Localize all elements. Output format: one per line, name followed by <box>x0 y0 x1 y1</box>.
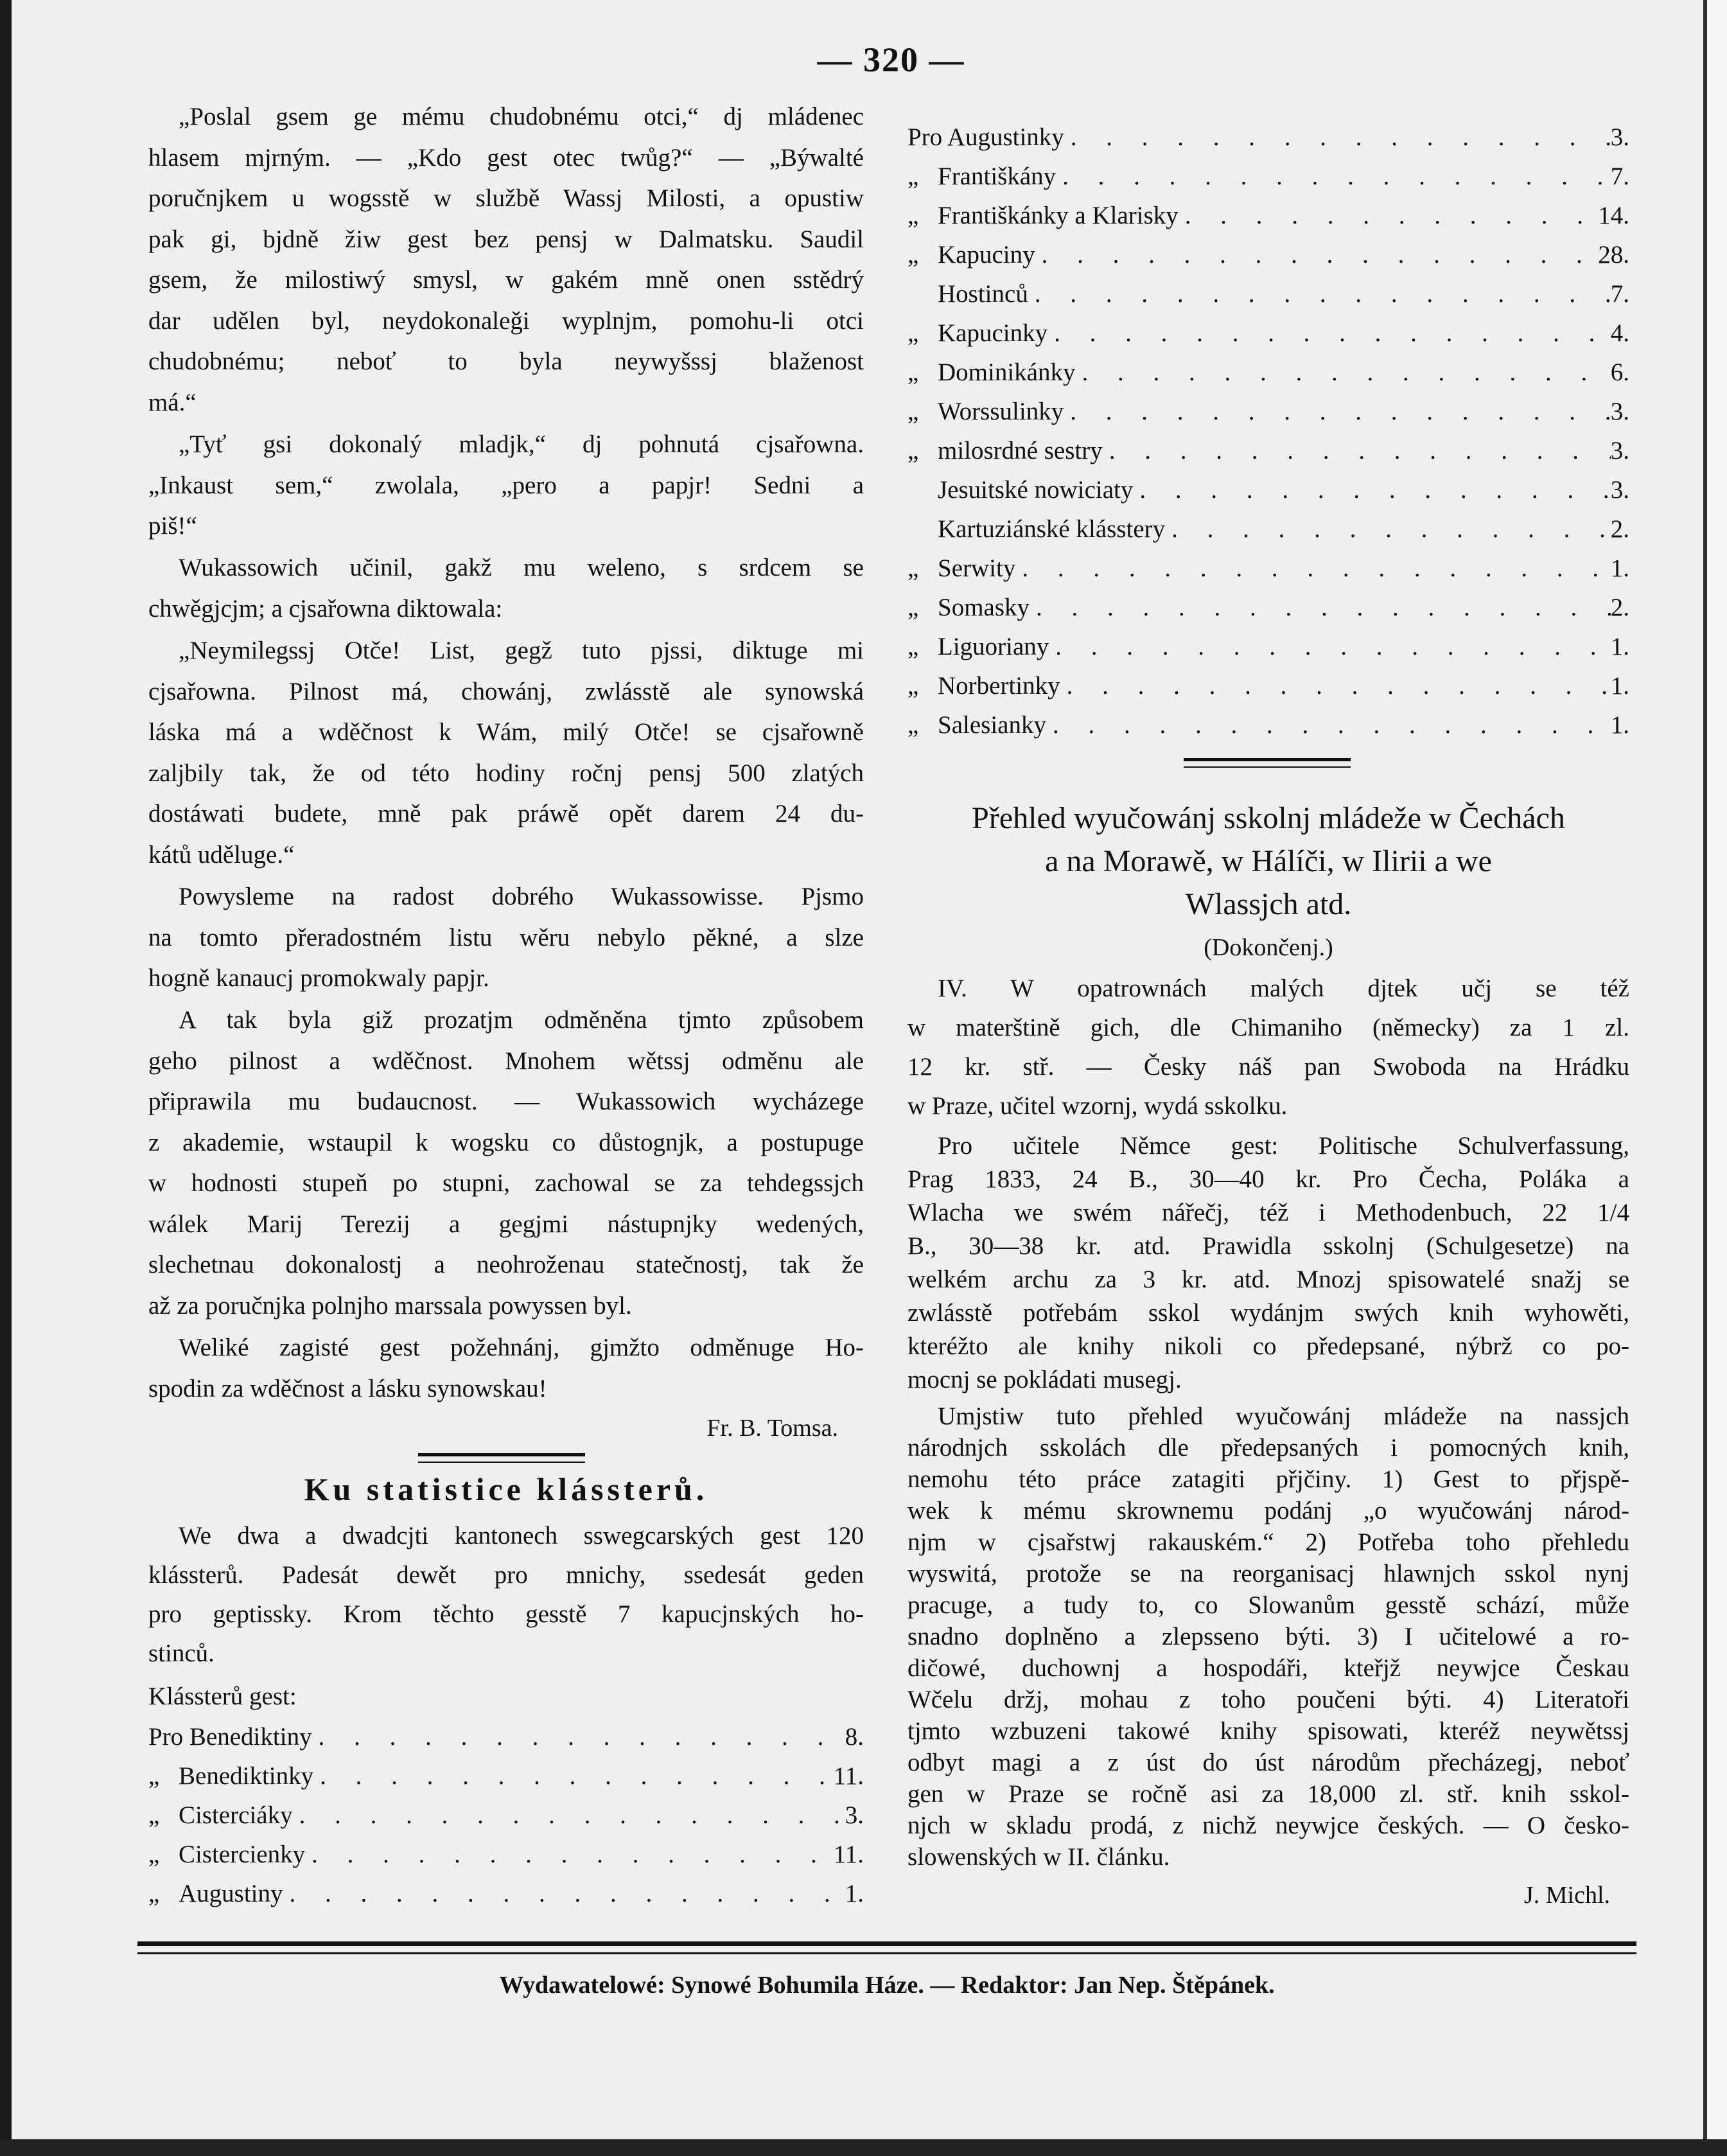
list-item-label: Kapucinky <box>938 319 1048 347</box>
dot-leader <box>1165 509 1611 549</box>
list-row <box>907 588 1629 627</box>
text-line: We dwa a dwadcjti kantonech sswegcarských gest 120 <box>179 1522 864 1550</box>
list-row <box>907 431 1629 470</box>
paragraph <box>907 1129 1629 1397</box>
list-item-label: Dominikánky <box>938 358 1076 386</box>
list-row <box>148 1874 864 1913</box>
ditto-mark: „ <box>907 202 919 229</box>
dot-leader <box>1064 118 1611 157</box>
dot-leader <box>283 1874 845 1913</box>
list-row <box>907 705 1629 745</box>
text-line: w hodnosti stupeň po stupni, zachowal se za tehdegssjch <box>148 1169 864 1197</box>
list-item-label: Benediktinky <box>179 1762 314 1790</box>
list-row <box>148 1835 864 1874</box>
list-item-count: 3. <box>1610 437 1629 464</box>
text-line: A tak byla giž prozatjm odměněna tjmto způsobem <box>179 1006 864 1034</box>
list-row <box>148 1717 864 1756</box>
text-line: „Neymilegssj Otče! List, gegž tuto pjssi, diktuge mi <box>179 637 864 664</box>
text-line: dičowé, duchownj a hospodáři, kteřjž neywjce Českau <box>907 1654 1629 1682</box>
text-line: Přehled wyučowánj sskolnj mládeže w Čechách <box>972 801 1565 835</box>
text-line: poručnjkem u wogsstě w službě Wassj Milosti, a opustiw <box>148 184 864 212</box>
text-line: Powysleme na radost dobrého Wukassowisse. Pjsmo <box>179 883 864 910</box>
publisher-footer: Wydawatelowé: Synowé Bohumila Háze. — Redaktor: Jan Nep. Štěpánek. <box>499 1972 1275 1999</box>
text-line: Wlassjch atd. <box>1185 887 1352 921</box>
list-item-count: 3. <box>1610 476 1629 504</box>
dot-leader <box>1133 470 1610 509</box>
dot-leader <box>1179 196 1598 235</box>
list-item-count: 7. <box>1610 163 1629 190</box>
scan-border-bottom <box>0 2139 1727 2156</box>
list-row <box>907 157 1629 196</box>
author-signature: Fr. B. Tomsa. <box>706 1415 838 1442</box>
text-line: Wlacha we swém nářečj, též i Methodenbuch, 22 1/4 <box>907 1199 1629 1226</box>
scan-border-left <box>0 0 12 2156</box>
text-line: gsem, že milostiwý smysl, w gakém mně onen sstědrý <box>148 266 864 294</box>
ditto-mark: „ <box>907 594 919 621</box>
ditto-mark: „ <box>148 1841 160 1868</box>
text-line: chudobnému; neboť to byla neywyšssj blaženost <box>148 348 864 375</box>
list-item-count: 8. <box>845 1723 864 1751</box>
list-row <box>907 196 1629 235</box>
ditto-mark: „ <box>148 1880 160 1907</box>
text-line: stinců. <box>148 1639 215 1667</box>
ditto-mark: „ <box>907 554 919 582</box>
text-line: mocnj se pokládati musegj. <box>907 1366 1182 1393</box>
paragraph <box>907 969 1629 1126</box>
text-line: snadno doplněno a zlepsseno býti. 3) I učitelowé a ro- <box>907 1623 1629 1650</box>
article-subtitle: (Dokončenj.) <box>1204 934 1333 961</box>
list-item-label: Hostinců <box>938 280 1028 308</box>
list-row <box>907 353 1629 392</box>
list-row <box>907 314 1629 353</box>
dot-leader <box>293 1796 845 1835</box>
monastery-list <box>148 1717 864 1913</box>
text-line: láska má a wděčnost k Wám, milý Otče! se cjsařowně <box>148 718 864 746</box>
ditto-mark: „ <box>907 633 919 660</box>
text-line: piš!“ <box>148 512 197 540</box>
text-line: B., 30—38 kr. atd. Prawidla sskolnj (Schulgesetze) na <box>907 1232 1629 1260</box>
text-line: až za poručnjka polnjho marssala powyssen byl. <box>148 1291 632 1320</box>
list-item-label: Kartuziánské klásstery <box>938 515 1166 543</box>
list-item-count: 11. <box>833 1841 864 1868</box>
text-line: 12 kr. stř. — Česky náš pan Swoboda na Hrádku <box>907 1053 1629 1081</box>
text-line: Pro učitele Němce gest: Politische Schulverfassung, <box>938 1132 1629 1160</box>
text-line: slowenských w II. článku. <box>907 1843 1170 1871</box>
footer-divider <box>137 1941 1636 1954</box>
ditto-mark: „ <box>907 398 919 425</box>
text-line: cjsařowna. Pilnost má, chowánj, zwlásstě ale synowská <box>148 677 864 705</box>
paragraph <box>148 1327 864 1409</box>
text-line: „Tyť gsi dokonalý mladjk,“ dj pohnutá cjsařowna. <box>179 430 864 458</box>
text-line: nemohu této práce zatagiti přjčiny. 1) Gest to přjspě- <box>907 1465 1629 1493</box>
list-row <box>907 549 1629 588</box>
text-line: geho pilnost a wděčnost. Mnohem wětssj odměnu ale <box>148 1047 864 1075</box>
ditto-mark: „ <box>907 241 919 269</box>
dot-leader <box>313 1756 834 1796</box>
list-item-label: Liguoriany <box>938 633 1049 660</box>
text-line: Prag 1833, 24 B., 30—40 kr. Pro Čecha, Poláka a <box>907 1165 1629 1193</box>
page-number: — 320 — <box>0 40 1727 80</box>
author-signature: J. Michl. <box>1523 1882 1610 1909</box>
list-row <box>907 666 1629 705</box>
list-item-count: 4. <box>1610 319 1629 347</box>
list-row <box>907 235 1629 274</box>
paragraph <box>148 876 864 999</box>
list-item-count: 2. <box>1610 594 1629 621</box>
text-line: njm w cjsařstwj rakauském.“ 2) Potřeba toho přehledu <box>907 1528 1629 1556</box>
ditto-mark: „ <box>148 1801 160 1829</box>
ditto-mark: „ <box>907 711 919 739</box>
text-line: pro geptissky. Krom těchto gesstě 7 kapucjnských ho- <box>148 1600 864 1628</box>
dot-leader <box>305 1835 834 1874</box>
dot-leader <box>1048 314 1611 353</box>
list-item-label: Pro Benediktiny <box>148 1723 312 1751</box>
ditto-mark: „ <box>148 1762 160 1790</box>
list-item-label: Františkánky a Klarisky <box>938 202 1179 229</box>
text-line: Umjstiw tuto přehled wyučowánj mládeže na nassjch <box>938 1402 1629 1430</box>
text-line: hogně kanaucj promokwaly papjr. <box>148 964 489 992</box>
list-row <box>907 470 1629 509</box>
dot-leader <box>1064 392 1611 431</box>
text-line: w materštině gich, dle Chimaniho (německy) za 1 zl. <box>907 1014 1629 1041</box>
scan-margin-right <box>1707 0 1727 2156</box>
list-item-count: 1. <box>1610 672 1629 700</box>
section-divider <box>418 1453 585 1463</box>
text-line: slechetnau dokonalostj a neohroženau statečnostj, tak že <box>148 1251 864 1278</box>
text-line: pak gi, bjdně žiw gest bez pensj w Dalmatsku. Saudil <box>148 225 864 253</box>
ditto-mark: „ <box>907 319 919 347</box>
list-label: Klássterů gest: <box>148 1683 297 1710</box>
list-item-count: 14. <box>1598 202 1629 229</box>
list-row <box>907 509 1629 549</box>
ditto-mark: „ <box>907 672 919 700</box>
text-line: kteréžto ale knihy nikoli co předepsané, nýbrž co po- <box>907 1332 1629 1360</box>
text-line: zwlásstě potřebám sskol wydánjm swých knih wyhowěti, <box>907 1299 1629 1327</box>
list-item-count: 7. <box>1610 280 1629 308</box>
text-line: má.“ <box>148 388 197 416</box>
list-item-count: 2. <box>1610 515 1629 543</box>
text-line: tjmto wzbuzeni takowé knihy spisowati, kteréž neywětssj <box>907 1717 1629 1745</box>
text-line: kátů uděluge.“ <box>148 840 295 869</box>
list-item-count: 28. <box>1598 241 1629 269</box>
text-line: národnjch sskolách dle předepsaných i pomocných knih, <box>907 1434 1629 1462</box>
list-item-count: 1. <box>1610 633 1629 660</box>
text-line: IV. W opatrownách malých djtek učj se též <box>938 975 1629 1002</box>
text-line: na tomto přeradostném listu wěru nebylo pěkné, a slze <box>148 923 864 951</box>
paragraph <box>148 96 864 423</box>
list-row <box>907 118 1629 157</box>
text-line: welkém archu za 3 kr. atd. Mnozj spisowatelé snažj se <box>907 1266 1629 1293</box>
list-row <box>907 627 1629 666</box>
list-item-count: 11. <box>833 1762 864 1790</box>
dot-leader <box>1056 157 1611 196</box>
dot-leader <box>1046 705 1611 745</box>
text-line: Wukassowich učinil, gakž mu weleno, s srdcem se <box>179 554 864 581</box>
list-item-count: 3. <box>1610 398 1629 425</box>
list-item-label: Pro Augustinky <box>907 123 1064 151</box>
list-item-count: 1. <box>1610 711 1629 739</box>
text-line: hlasem mjrným. — „Kdo gest otec twůg?“ — „Býwalté <box>148 143 864 172</box>
paragraph <box>148 547 864 629</box>
text-line: zaljbily tak, že od této hodiny ročnj pensj 500 zlatých <box>148 759 864 787</box>
ditto-mark: „ <box>907 163 919 190</box>
article-title <box>907 797 1629 926</box>
text-line: Wčelu držj, mohau z toho poučeni býti. 4) Literatoři <box>907 1686 1629 1713</box>
dot-leader <box>1030 588 1611 627</box>
text-line: dar udělen byl, neydokonaleǧi wyplnjm, pomohu-li otci <box>148 306 864 335</box>
paragraph <box>148 1516 864 1673</box>
dot-leader <box>312 1717 845 1756</box>
list-item-count: 3. <box>845 1801 864 1829</box>
text-line: chwěgjcjm; a cjsařowna diktowala: <box>148 594 503 623</box>
paragraph <box>907 1401 1629 1873</box>
list-item-count: 1. <box>1610 554 1629 582</box>
text-line: Weliké zagisté gest požehnánj, gjmžto odměnuge Ho- <box>179 1334 864 1361</box>
monastery-list <box>907 118 1629 745</box>
dot-leader <box>1049 627 1610 666</box>
section-divider <box>1184 758 1351 768</box>
text-line: njch w skladu prodá, z nichž neywjce českých. — O česko- <box>907 1812 1629 1839</box>
paragraph <box>148 1000 864 1326</box>
ditto-mark: „ <box>907 437 919 464</box>
text-line: pracuge, a tudy to, co Slowanům gesstě schází, může <box>907 1591 1629 1619</box>
text-line: „Inkaust sem,“ zwolala, „pero a papjr! Sedni a <box>148 471 864 499</box>
list-item-label: Worssulinky <box>938 398 1064 425</box>
text-line: wyswitá, protože se na reorganisacj hlawnjch sskol nynj <box>907 1560 1629 1587</box>
list-row <box>907 274 1629 314</box>
text-line: „Poslal gsem ge mému chudobnému otci,“ dj mládenec <box>179 103 864 130</box>
paragraph <box>148 424 864 547</box>
text-line: wek k mému skrownemu podánj „o wyučowánj národ- <box>907 1497 1629 1524</box>
text-line: klássterů. Padesát dewět pro mnichy, ssedesát geden <box>148 1561 864 1589</box>
dot-leader <box>1028 274 1611 314</box>
list-item-label: Serwity <box>938 554 1016 582</box>
text-line: odbyt magi a z úst do úst národům přecházegj, neboť <box>907 1749 1629 1776</box>
text-line: a na Morawě, w Hálíči, w Ilirii a we <box>1045 844 1492 878</box>
text-line: gen w Praze se ročně asi za 18,000 zl. stř. knih sskol- <box>907 1780 1629 1808</box>
list-item-label: Salesianky <box>938 711 1046 739</box>
text-line: spodin za wděčnost a lásku synowskau! <box>148 1374 547 1402</box>
text-line: z akademie, wstaupil k wogsku co důstognjk, a postupuge <box>148 1128 864 1156</box>
dot-leader <box>1103 431 1611 470</box>
list-item-label: milosrdné sestry <box>938 437 1103 464</box>
list-item-label: Cistercienky <box>179 1841 306 1868</box>
text-line: w Praze, učitel wzornj, wydá sskolku. <box>907 1092 1288 1120</box>
list-item-count: 1. <box>845 1880 864 1907</box>
list-item-label: Somasky <box>938 594 1030 621</box>
list-item-count: 6. <box>1610 358 1629 386</box>
list-item-label: Františkány <box>938 163 1056 190</box>
text-line: připrawila mu budaucnost. — Wukassowich wycházege <box>148 1088 864 1115</box>
text-line: wálek Marij Terezij a gegjmi nástupnjky wedených, <box>148 1210 864 1238</box>
list-item-label: Kapuciny <box>938 241 1035 269</box>
list-row <box>907 392 1629 431</box>
text-line: dostáwati budete, mně pak práwě opět darem 24 du- <box>148 800 864 827</box>
section-heading: Ku statistice klássterů. <box>304 1471 708 1507</box>
dot-leader <box>1015 549 1610 588</box>
list-item-count: 3. <box>1610 123 1629 151</box>
list-item-label: Jesuitské nowiciaty <box>938 476 1134 504</box>
list-row <box>148 1796 864 1835</box>
dot-leader <box>1075 353 1610 392</box>
list-item-label: Augustiny <box>179 1880 283 1907</box>
ditto-mark: „ <box>907 358 919 386</box>
list-item-label: Norbertinky <box>938 672 1060 700</box>
list-row <box>148 1756 864 1796</box>
list-item-label: Cisterciáky <box>179 1801 293 1829</box>
dot-leader <box>1035 235 1599 274</box>
paragraph <box>148 630 864 875</box>
dot-leader <box>1060 666 1611 705</box>
